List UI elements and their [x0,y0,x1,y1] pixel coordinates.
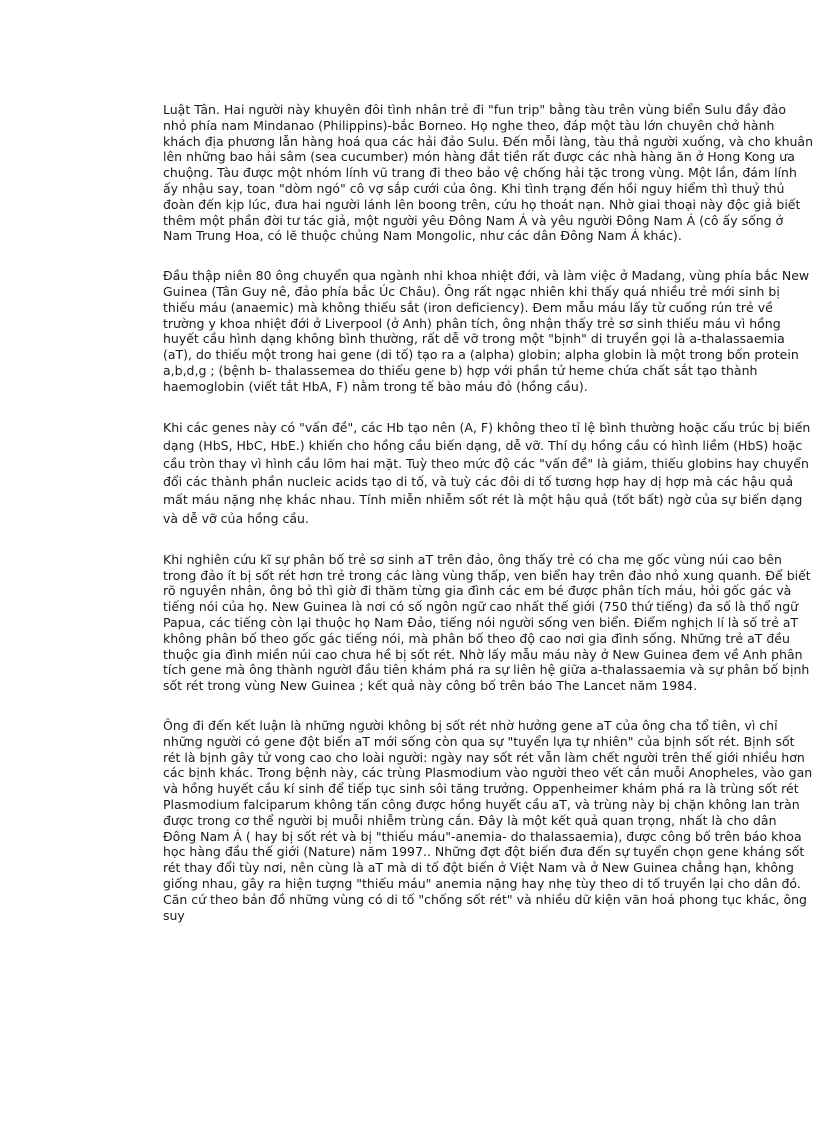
paragraph-1: Luật Tân. Hai người này khuyên đôi tình nhân trẻ đi "fun trip" bằng tàu trên vùng biển Sulu đầy đảo nhỏ phía nam Mindanao (Philippins)-bắc Borneo. Họ nghe theo, đáp một tàu lớn chuyên chở hành khách địa phương lẫn hàng hoá qua các hải đảo Sulu. Đến mỗi làng, tàu thả người xuống, và cho khuân lên những bao hải sâm (sea cucumber) món hàng đắt tiền rất được các nhà hàng ăn ở Hong Kong ưa chuộng. Tàu được một nhóm lính vũ trang đi theo bảo vệ chống hải tặc trong vùng. Một lần, đám lính ấy nhậu say, toan "dòm ngó" cô vợ sắp cưới của ông. Khi tình trạng đến hồi nguy hiểm thì thuỷ thủ đoàn đến kịp lúc, đưa hai người lánh lên boong trên, cứu họ thoát nạn. Nhờ giai thoại này độc giả biết thêm một phần đời tư tác giả, một người yêu Đông Nam Á và yêu người Đông Nam Á (cô ấy sống ở Nam Trung Hoa, có lẽ thuộc chủng Nam Mongolic, như các dân Đông Nam Á khác). [163,102,813,244]
paragraph-2: Đầu thập niên 80 ông chuyển qua ngành nhi khoa nhiệt đới, và làm việc ở Madang, vùng phía bắc New Guinea (Tân Guy nê, đảo phía bắc Úc Châu). Ông rất ngạc nhiên khi thấy quá nhiều trẻ mới sinh bị thiếu máu (anaemic) mà không thiếu sắt (iron deficiency). Đem mẫu máu lấy từ cuống rún trẻ về trường y khoa nhiệt đới ở Liverpool (ở Anh) phân tích, ông nhận thấy trẻ sơ sinh thiếu máu vì hồng huyết cầu hình dạng không bình thường, rất dễ vỡ trong một "bịnh" di truyền gọi là a-thalassaemia (aT), do thiếu một trong hai gene (di tố) tạo ra a (alpha) globin; alpha globin là một trong bốn protein a,b,d,g ; (bệnh b- thalassemea do thiếu gene b) hợp với phần tử heme chứa chất sắt tạo thành haemoglobin (viết tắt HbA, F) nằm trong tế bào máu đỏ (hồng cầu). [163,268,810,394]
paragraph-3: Khi các genes này có "vấn đề", các Hb tạo nên (A, F) không theo tỉ lệ bình thường hoặc cấu trúc bị biến dạng (HbS, HbC, HbE.) khiến cho hồng cầu biến dạng, dễ vỡ. Thí dụ hồng cầu có hình liềm (HbS) hoặc cầu tròn thay vì hình cầu lõm hai mặt. Tuỳ theo mức độ các "vấn đề" là giảm, thiếu globins hay chuyển đổi các thành phần nucleic acids tạo di tố, và tuỳ các đôi di tố tương hợp hay dị hợp mà các hậu quả mất máu nặng nhẹ khác nhau. Tính miễn nhiễm sốt rét là một hậu quả (tốt bất) ngờ của sự biến dạng và dễ vỡ của hồng cầu. [163,419,811,526]
paragraph-5: Ông đi đến kết luận là những người không bị sốt rét nhờ hưởng gene aT của ông cha tổ tiên, vì chỉ những người có gene đột biến aT mới sống còn qua sự "tuyển lựa tự nhiên" của bịnh sốt rét. Bịnh sốt rét là bịnh gây tử vong cao cho loài người: ngày nay sốt rét vẫn làm chết người trên thế giới nhiều hơn các bịnh khác. Trong bệnh này, các trùng Plasmodium vào người theo vết cắn muỗi Anopheles, vào gan và hồng huyết cầu kí sinh để tiếp tục sinh sôi tăng trưởng. Oppenheimer khám phá ra là trùng sốt rét Plasmodium falciparum không tấn công được hồng huyết cầu aT, và trùng này bị chặn không lan tràn được trong cơ thể người bị muỗi nhiễm trùng cắn. Đây là một kết quả quan trọng, nhất là cho dân Đông Nam Á ( hay bị sốt rét và bị "thiếu máu"-anemia- do thalassaemia), được công bố trên báo khoa học hàng đầu thế giới (Nature) năm 1997.. Những đợt đột biến đưa đến sự tuyển chọn gene kháng sốt rét thay đổi tùy nơi, nên cùng là aT mà di tố đột biến ở Việt Nam và ở New Guinea chẳng hạn, không giống nhau, gây ra hiện tượng "thiếu máu" anemia nặng hay nhẹ tùy theo di tố truyền lại cho dân đó. Căn cứ theo bản đồ những vùng có di tố "chống sốt rét" và nhiều dữ kiện văn hoá phong tục khác, ông suy [163,717,813,923]
paragraph-4: Khi nghiên cứu kĩ sự phân bố trẻ sơ sinh aT trên đảo, ông thấy trẻ có cha mẹ gốc vùng núi cao bên trong đảo ít bị sốt rét hơn trẻ trong các làng vùng thấp, ven biển hay trên đảo nhỏ xung quanh. Để biết rõ nguyên nhân, ông bỏ thì giờ đi thăm từng gia đình các em bé được phân tích máu, hỏi gốc gác và tiếng nói của họ. New Guinea là nơi có số ngôn ngữ cao nhất thế giới (750 thứ tiếng) đa số là thổ ngữ Papua, các tiếng còn lại thuộc họ Nam Đảo, tiếng nói người sống ven biển. Điểm nghịch lí là số trẻ aT không phân bố theo gốc gác tiếng nói, mà phân bố theo độ cao nơi gia đình sống. Những trẻ aT đều thuộc gia đình miền núi cao chưa hề bị sốt rét. Nhờ lấy mẫu máu này ở New Guinea đem về Anh phân tích gene mà ông thành ngườI đầu tiên khám phá ra sự liên hệ giữa a-thalassaemia và sự phân bố bịnh sốt rét trong vùng New Guinea ; kết quả này công bố trên báo The Lancet năm 1984. [163,551,811,694]
document-body [163,102,813,947]
